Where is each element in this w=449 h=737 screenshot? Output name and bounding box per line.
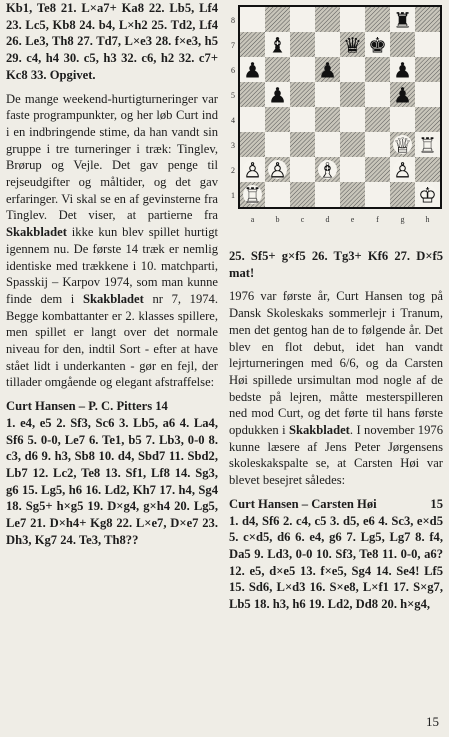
skakbladet-ref: Skakbladet (82, 291, 144, 306)
square-d1 (315, 182, 340, 207)
square-b1 (265, 182, 290, 207)
square-f6 (365, 57, 390, 82)
black-king-icon: ♚ (368, 33, 387, 58)
game1-moves: 1. e4, e5 2. Sf3, Sc6 3. Lb5, a6 4. La4, Sf6 5. 0-0, Le7 6. Te1, b5 7. Lb3, 0-0 8. c3, d6 9. h3, Sb8 10. d4, Sbd7 11. Sbd2, Lb7 12. Lc2, Te8 13. Sf1, Lf8 14. Sg3, g6 15. Lg5, h6 16. Ld2, Kh7 17. h4, Sg4 18. Sg5+ h×g5 19. D×g4, g×h4 20. Lg5, Le7 21. D×h4+ Kg8 22. L×e7, D×e7 23. Dh3, Kg7 24. Te3, Th8?? (6, 415, 218, 547)
chess-diagram (229, 4, 443, 230)
white-queen-icon: ♕ (393, 133, 412, 158)
black-bishop-icon: ♝ (268, 33, 287, 58)
game2-heading (229, 496, 443, 513)
square-h4 (415, 107, 440, 132)
white-bishop-icon: ♗ (318, 158, 337, 183)
rank-label: 5 (231, 91, 235, 100)
square-h8 (415, 7, 440, 32)
file-label: g (400, 215, 405, 224)
square-f3 (365, 132, 390, 157)
right-column (229, 248, 443, 613)
white-king-icon: ♔ (418, 183, 437, 208)
square-c2 (290, 157, 315, 182)
page-number: 15 (426, 714, 439, 730)
square-a4 (240, 107, 265, 132)
game1-heading: Curt Hansen – P. C. Pitters 14 (6, 399, 168, 414)
square-h7 (415, 32, 440, 57)
chess-board (229, 4, 443, 230)
square-d4 (315, 107, 340, 132)
square-a8 (240, 7, 265, 32)
square-h2 (415, 157, 440, 182)
white-rook-icon: ♖ (243, 183, 262, 208)
square-e5 (340, 82, 365, 107)
square-c6 (290, 57, 315, 82)
square-e2 (340, 157, 365, 182)
rank-label: 4 (231, 116, 235, 125)
black-pawn-icon: ♟ (393, 83, 412, 108)
intro-paragraph: De mange weekend-hurtigturneringer var faste programpunkter, og her løb Curt ind i en indbringende stime, da han vandt sin gruppe i tre turneringer i træk: Tinglev, Brørup og Vejle. Det gav penge til rejseudgifter og måltider, og det gav erfaringer. Vi skal se en af gevinsterne fra Tinglev. Det viser, at partierne fra Skakbladet ikke kun blev spillet hurtigt igennem nu. De første 14 træk er nemlig identiske med trækkene i 10. matchparti, Spasskij – Karpov 1974, som man kunne finde dem i Skakbladet nr 7, 1974. Begge kombattanter er 2. klasses spillere, men spillet er langt over det normale niveau for den, indtil Sort - efter at have stået lidt i underkanten - gør en fejl, der tillader omgående og elegant afstraffelse: (6, 91, 218, 390)
file-label: h (425, 215, 430, 224)
square-e8 (340, 7, 365, 32)
file-label: d (325, 215, 330, 224)
square-h5 (415, 82, 440, 107)
square-b8 (265, 7, 290, 32)
white-pawn-icon: ♙ (393, 158, 412, 183)
square-b3 (265, 132, 290, 157)
square-f4 (365, 107, 390, 132)
square-g4 (390, 107, 415, 132)
file-label: b (275, 215, 280, 224)
square-c5 (290, 82, 315, 107)
square-e3 (340, 132, 365, 157)
square-f5 (365, 82, 390, 107)
square-d3 (315, 132, 340, 157)
square-c1 (290, 182, 315, 207)
game2-players: Curt Hansen – Carsten Høi (229, 496, 377, 511)
square-e6 (340, 57, 365, 82)
square-f8 (365, 7, 390, 32)
black-queen-icon: ♛ (343, 33, 362, 58)
rank-label: 8 (231, 16, 235, 25)
square-g7 (390, 32, 415, 57)
square-f2 (365, 157, 390, 182)
rank-label: 3 (231, 141, 235, 150)
game-continuation-moves: Kb1, Te8 21. L×a7+ Ka8 22. Lb5, Lf4 23. Lc5, Kb8 24. b4, L×h2 25. Td2, Lf4 26. Le3, Th8 27. Td7, L×e3 28. f×e3, h5 29. c4, h4 30. c5, h3 32. c6, h2 32. c7+ Kc8 33. Opgivet. (6, 1, 218, 82)
white-pawn-icon: ♙ (243, 158, 262, 183)
file-label: f (376, 215, 379, 224)
square-a7 (240, 32, 265, 57)
square-d5 (315, 82, 340, 107)
square-f1 (365, 182, 390, 207)
white-pawn-icon: ♙ (268, 158, 287, 183)
black-rook-icon: ♜ (393, 8, 412, 33)
square-g1 (390, 182, 415, 207)
square-a3 (240, 132, 265, 157)
white-rook-icon: ♖ (418, 133, 437, 158)
rank-label: 6 (231, 66, 235, 75)
square-e4 (340, 107, 365, 132)
skakbladet-ref: Skakbladet (288, 423, 350, 438)
square-c7 (290, 32, 315, 57)
black-pawn-icon: ♟ (393, 58, 412, 83)
rank-label: 1 (231, 191, 235, 200)
rank-label: 7 (231, 41, 235, 50)
story-paragraph: 1976 var første år, Curt Hansen tog på Dansk Skoleskaks sommerlejr i Tranum, men det gentog han de to følgende år. Det blev en flot debut, idet han vandt lejrturneringen med 6/6, og da Carsten Høi spillede ursimultan mod nogle af de bedste på lejren, måtte mesterspilleren ned mod Curt, og det førte til hans første opdukken i Skakbladet. I november 1976 kunne læsere af Jens Peter Jørgensens skoleskakspalte se, at Carsten Høi var blevet besejret således: (229, 289, 443, 488)
game2-moves: 1. d4, Sf6 2. c4, c5 3. d5, e6 4. Sc3, e×d5 5. c×d5, d6 6. e4, g6 7. Lg5, Lg7 8. f4, Da5 9. Ld3, 0-0 10. Sf3, Te8 11. 0-0, a6? 12. e5, d×e5 13. f×e5, Sg4 14. Se4! Lf5 15. Sd6, L×d3 16. S×e8, L×f1 17. S×g7, Lb5 18. h3, h6 19. Ld2, Dd8 20. h×g4, (229, 513, 443, 612)
square-c4 (290, 107, 315, 132)
black-pawn-icon: ♟ (318, 58, 337, 83)
rank-label: 2 (231, 166, 235, 175)
square-b6 (265, 57, 290, 82)
square-d7 (315, 32, 340, 57)
square-e1 (340, 182, 365, 207)
square-d8 (315, 7, 340, 32)
square-b4 (265, 107, 290, 132)
square-a5 (240, 82, 265, 107)
square-c8 (290, 7, 315, 32)
file-label: c (300, 215, 305, 224)
file-label: e (350, 215, 355, 224)
square-h6 (415, 57, 440, 82)
square-c3 (290, 132, 315, 157)
black-pawn-icon: ♟ (268, 83, 287, 108)
game2-number: 15 (430, 496, 443, 511)
left-column (6, 0, 218, 549)
file-label: a (250, 215, 255, 224)
game-finish-moves: 25. Sf5+ g×f5 26. Tg3+ Kf6 27. D×f5 mat! (229, 249, 443, 280)
skakbladet-ref: Skakbladet (6, 225, 67, 240)
black-pawn-icon: ♟ (243, 58, 262, 83)
